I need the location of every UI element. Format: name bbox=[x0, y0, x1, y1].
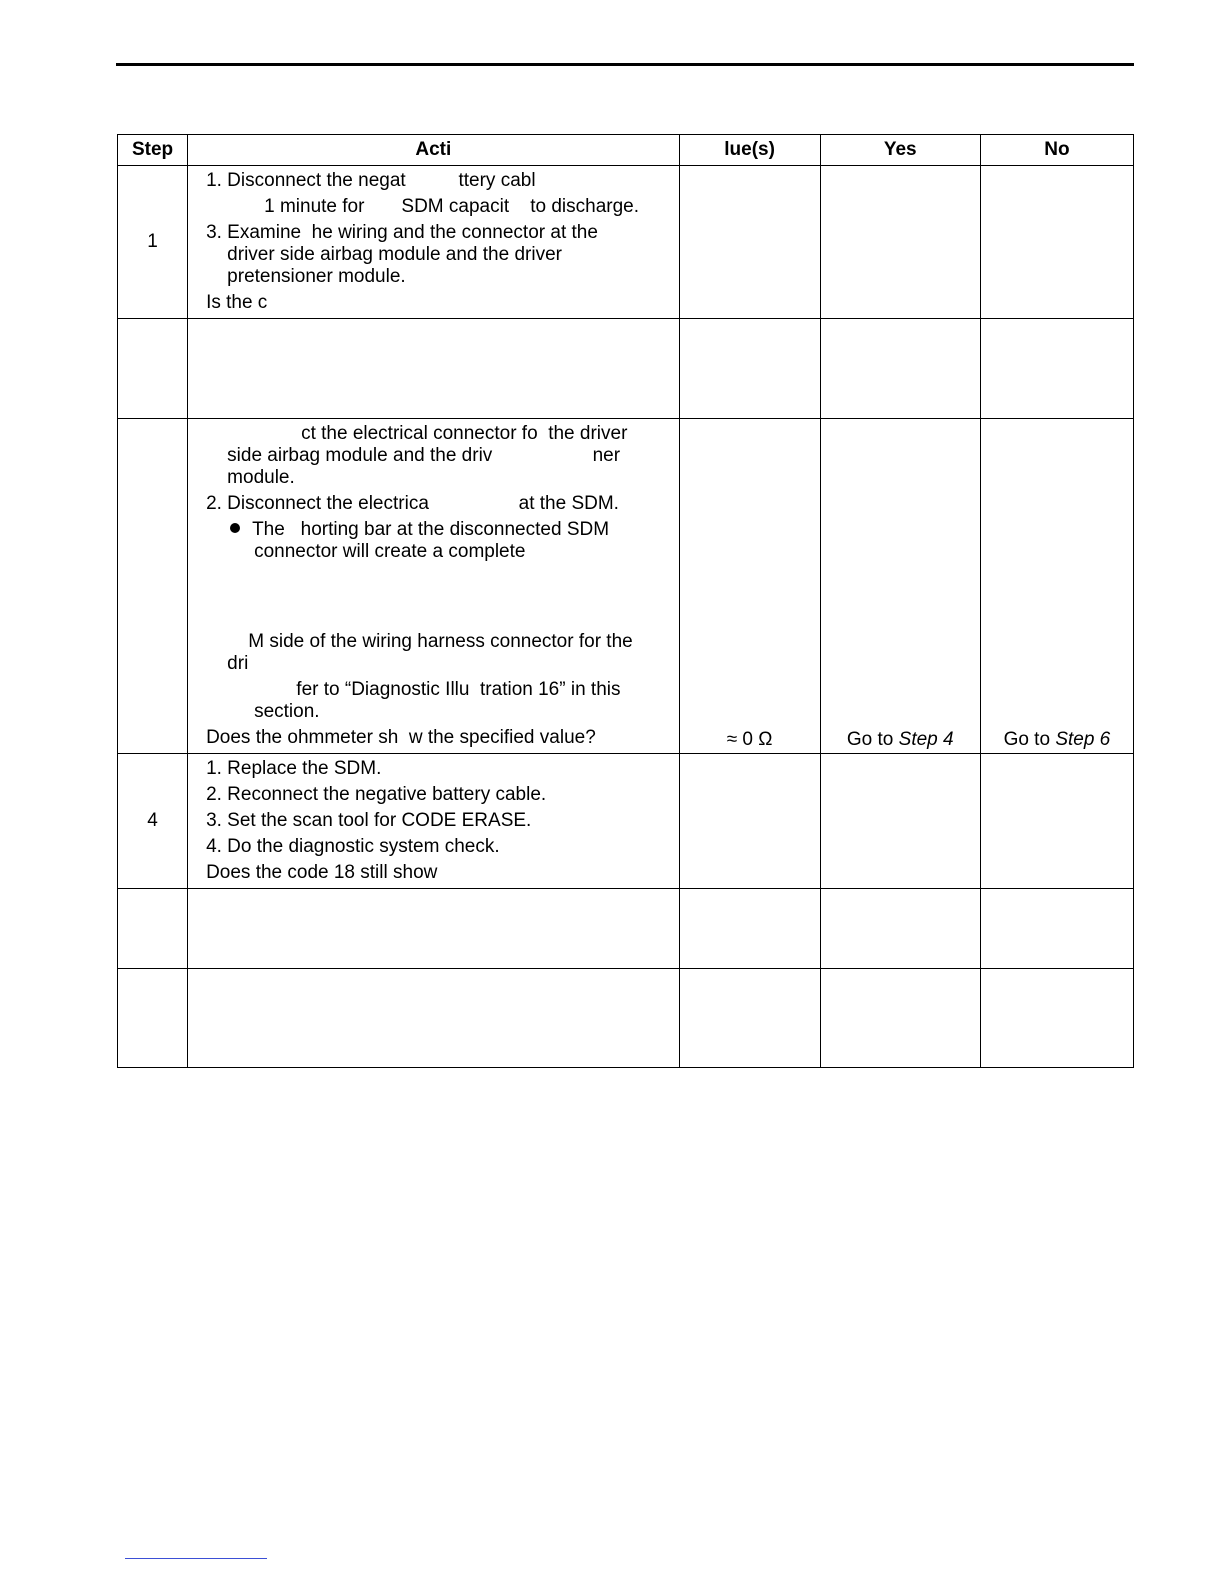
value-cell bbox=[679, 319, 820, 419]
table-row bbox=[118, 166, 1134, 319]
value-cell bbox=[679, 969, 820, 1068]
bullet-item bbox=[206, 519, 670, 541]
header-rule bbox=[116, 63, 1134, 66]
yes-step-link: Step 4 bbox=[898, 729, 954, 750]
action-line: 2. Disconnect the electrica at the SDM. bbox=[206, 493, 619, 514]
no-cell bbox=[980, 319, 1133, 419]
action-line: 2. Reconnect the negative battery cable. bbox=[206, 784, 547, 805]
action-line: pretensioner module. bbox=[206, 266, 406, 287]
bullet-text: The horting bar at the disconnected SDM bbox=[252, 519, 610, 540]
action-line: side airbag module and the driv ner bbox=[206, 445, 621, 466]
yes-cell bbox=[820, 754, 980, 889]
action-line: ct the electrical connector fo the driver bbox=[206, 423, 628, 444]
table-row bbox=[118, 754, 1134, 889]
action-question: Does the ohmmeter sh w the specified value? bbox=[206, 727, 596, 748]
action-line: 1. Disconnect the negat ttery cabl bbox=[206, 170, 536, 191]
table-row bbox=[118, 419, 1134, 754]
action-question: Is the c bbox=[206, 292, 268, 313]
bullet-icon bbox=[230, 523, 240, 533]
no-cell bbox=[980, 754, 1133, 889]
yes-cell bbox=[820, 419, 980, 754]
action-cell bbox=[188, 319, 679, 419]
no-cell bbox=[980, 969, 1133, 1068]
no-prefix: Go to bbox=[1003, 729, 1056, 750]
action-cell bbox=[188, 889, 679, 969]
table-row bbox=[118, 969, 1134, 1068]
table-header-row bbox=[118, 135, 1134, 166]
specified-value: ≈ 0 Ω bbox=[726, 729, 773, 750]
diagnostic-table bbox=[117, 134, 1134, 1068]
action-cell bbox=[188, 166, 679, 319]
yes-cell bbox=[820, 166, 980, 319]
table-row bbox=[118, 319, 1134, 419]
action-line: fer to “Diagnostic Illu tration 16” in this bbox=[254, 679, 621, 700]
yes-prefix: Go to bbox=[846, 729, 899, 750]
action-line: 3. Set the scan tool for CODE ERASE. bbox=[206, 810, 532, 831]
step-number bbox=[118, 969, 188, 1068]
action-line: 1. Replace the SDM. bbox=[206, 758, 382, 779]
value-cell bbox=[679, 889, 820, 969]
step-number bbox=[118, 889, 188, 969]
header-step: Step bbox=[118, 135, 188, 166]
action-line: connector will create a complete bbox=[254, 541, 526, 562]
step-number: 4 bbox=[118, 754, 188, 889]
header-no: No bbox=[980, 135, 1133, 166]
yes-cell bbox=[820, 319, 980, 419]
value-cell bbox=[679, 419, 820, 754]
step-number: 1 bbox=[118, 166, 188, 319]
action-question: Does the code 18 still show bbox=[206, 862, 438, 883]
footer-link-underline bbox=[125, 1558, 267, 1559]
value-cell bbox=[679, 166, 820, 319]
action-cell bbox=[188, 754, 679, 889]
header-values: lue(s) bbox=[679, 135, 820, 166]
no-cell bbox=[980, 419, 1133, 754]
action-line: dri bbox=[206, 653, 249, 674]
action-line: 3. Examine he wiring and the connector at the bbox=[206, 222, 598, 243]
step-number bbox=[118, 419, 188, 754]
no-cell bbox=[980, 889, 1133, 969]
action-line: module. bbox=[206, 467, 295, 488]
yes-cell bbox=[820, 889, 980, 969]
header-action: Acti bbox=[188, 135, 679, 166]
action-line: driver side airbag module and the driver bbox=[206, 244, 562, 265]
no-cell bbox=[980, 166, 1133, 319]
action-line: M side of the wiring harness connector for the bbox=[206, 631, 633, 652]
yes-cell bbox=[820, 969, 980, 1068]
step-number bbox=[118, 319, 188, 419]
action-cell bbox=[188, 419, 679, 754]
action-line: section. bbox=[254, 701, 320, 722]
action-line: 4. Do the diagnostic system check. bbox=[206, 836, 500, 857]
action-line: 1 minute for SDM capacit to discharge. bbox=[206, 196, 640, 217]
value-cell bbox=[679, 754, 820, 889]
no-step-link: Step 6 bbox=[1055, 729, 1111, 750]
action-cell bbox=[188, 969, 679, 1068]
header-yes: Yes bbox=[820, 135, 980, 166]
table-row bbox=[118, 889, 1134, 969]
spacer bbox=[206, 563, 670, 631]
